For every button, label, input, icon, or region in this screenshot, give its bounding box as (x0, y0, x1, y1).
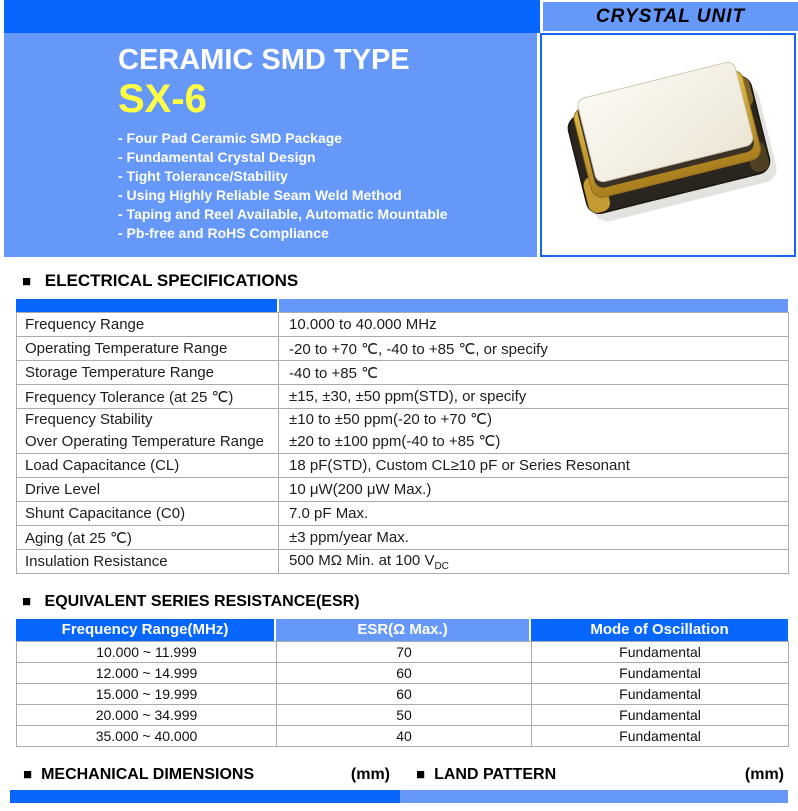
table-row (17, 705, 789, 726)
spec-value (279, 409, 789, 454)
esr-col-header-frequency: Frequency Range(MHz) (16, 619, 274, 641)
mechanical-unit-label: (mm) (350, 766, 390, 783)
section-bullet-icon: ■ (23, 766, 33, 783)
table-row (17, 726, 789, 747)
table-row (17, 642, 789, 663)
table-row (17, 502, 789, 526)
esr-table (16, 619, 788, 747)
crystal-product-photo (543, 37, 793, 253)
esr-mode-cell: Fundamental (532, 705, 789, 726)
spec-value: 18 pF(STD), Custom CL≥10 pF or Series Resonant (279, 454, 789, 478)
product-type-title: CERAMIC SMD TYPE (118, 44, 410, 76)
spec-value: -20 to +70 ℃, -40 to +85 ℃, or specify (279, 337, 789, 361)
spec-value: ±3 ppm/year Max. (279, 526, 789, 550)
esr-value-cell: 40 (277, 726, 532, 747)
feature-item: - Using Highly Reliable Seam Weld Method (118, 186, 402, 203)
table-row (17, 684, 789, 705)
electrical-specs-table (16, 299, 788, 574)
section-bullet-icon: ■ (416, 766, 426, 783)
table-row (17, 385, 789, 409)
spec-label: Insulation Resistance (17, 550, 279, 574)
table-row (17, 409, 789, 454)
esr-mode-cell: Fundamental (532, 642, 789, 663)
esr-mode-cell: Fundamental (532, 684, 789, 705)
spec-value-line2: ±20 to ±100 ppm(-40 to +85 ℃) (289, 433, 501, 450)
table-row (17, 454, 789, 478)
spec-value (279, 550, 789, 574)
product-photo-frame (540, 33, 796, 257)
section-bullet-icon: ■ (22, 273, 32, 290)
feature-item: - Fundamental Crystal Design (118, 148, 316, 165)
spec-label: Operating Temperature Range (17, 337, 279, 361)
crystal-unit-label: CRYSTAL UNIT (595, 5, 746, 27)
header-bar-right-segment (279, 299, 788, 312)
product-intro-panel (4, 33, 537, 257)
spec-value-line1: ±10 to ±50 ppm(-20 to +70 ℃) (289, 411, 492, 428)
header-bar-left-segment (16, 299, 277, 312)
table-row (17, 313, 789, 337)
spec-value: -40 to +85 ℃ (279, 361, 789, 385)
section-bullet-icon: ■ (22, 593, 32, 610)
spec-value: ±15, ±30, ±50 ppm(STD), or specify (279, 385, 789, 409)
spec-label: Frequency Range (17, 313, 279, 337)
spec-value: 10.000 to 40.000 MHz (279, 313, 789, 337)
crystal-package (562, 58, 772, 216)
table-row (17, 663, 789, 684)
esr-heading (22, 593, 798, 611)
spec-label: Load Capacitance (CL) (17, 454, 279, 478)
electrical-specs-heading-text: ELECTRICAL SPECIFICATIONS (44, 271, 299, 290)
spec-label-line2: Over Operating Temperature Range (25, 433, 265, 450)
land-pattern-heading (416, 766, 556, 784)
hero-banner (0, 0, 798, 258)
esr-range-cell: 15.000 ~ 19.999 (17, 684, 277, 705)
spec-label: Drive Level (17, 478, 279, 502)
top-blue-bar (4, 0, 540, 33)
land-pattern-section (400, 766, 788, 803)
esr-range-cell: 20.000 ~ 34.999 (17, 705, 277, 726)
feature-item: - Four Pad Ceramic SMD Package (118, 129, 343, 146)
land-pattern-header-bar (400, 790, 788, 803)
esr-col-header-mode: Mode of Oscillation (531, 619, 788, 641)
table-row (17, 361, 789, 385)
esr-value-cell: 60 (277, 663, 532, 684)
spec-value: 7.0 pF Max. (279, 502, 789, 526)
esr-table-header (16, 619, 788, 641)
spec-label (17, 409, 279, 454)
electrical-specs-heading (22, 271, 798, 291)
mechanical-heading (23, 766, 254, 784)
esr-col-header-esr: ESR(Ω Max.) (276, 619, 529, 641)
feature-item: - Tight Tolerance/Stability (118, 167, 288, 184)
spec-label: Frequency Tolerance (at 25 ℃) (17, 385, 279, 409)
esr-range-cell: 12.000 ~ 14.999 (17, 663, 277, 684)
spec-label: Aging (at 25 ℃) (17, 526, 279, 550)
esr-value-cell: 50 (277, 705, 532, 726)
esr-value-cell: 70 (277, 642, 532, 663)
esr-mode-cell: Fundamental (532, 726, 789, 747)
esr-heading-text: EQUIVALENT SERIES RESISTANCE(ESR) (44, 593, 360, 610)
feature-list (118, 129, 537, 243)
esr-mode-cell: Fundamental (532, 663, 789, 684)
spec-label-line1: Frequency Stability (25, 411, 153, 428)
table-row (17, 478, 789, 502)
crystal-unit-header (543, 2, 798, 31)
land-pattern-heading-text: LAND PATTERN (434, 766, 557, 783)
spec-value-subscript: DC (434, 560, 449, 572)
esr-value-cell: 60 (277, 684, 532, 705)
mechanical-header-bar (10, 790, 400, 803)
esr-range-cell: 35.000 ~ 40.000 (17, 726, 277, 747)
spec-label: Shunt Capacitance (C0) (17, 502, 279, 526)
feature-item: - Pb-free and RoHS Compliance (118, 224, 329, 241)
product-model: SX-6 (118, 76, 207, 121)
spec-label: Storage Temperature Range (17, 361, 279, 385)
mechanical-dimensions-section (10, 766, 400, 803)
bottom-sections (10, 766, 788, 803)
esr-range-cell: 10.000 ~ 11.999 (17, 642, 277, 663)
mechanical-heading-text: MECHANICAL DIMENSIONS (41, 766, 255, 783)
spec-value-main: 500 MΩ Min. at 100 V (289, 551, 435, 569)
spec-value: 10 μW(200 μW Max.) (279, 478, 789, 502)
table-row (17, 526, 789, 550)
land-pattern-unit-label: (mm) (744, 766, 784, 783)
feature-item: - Taping and Reel Available, Automatic Mountable (118, 205, 448, 222)
table-row (17, 337, 789, 361)
electrical-table-header-bar (16, 299, 788, 312)
table-row (17, 550, 789, 574)
